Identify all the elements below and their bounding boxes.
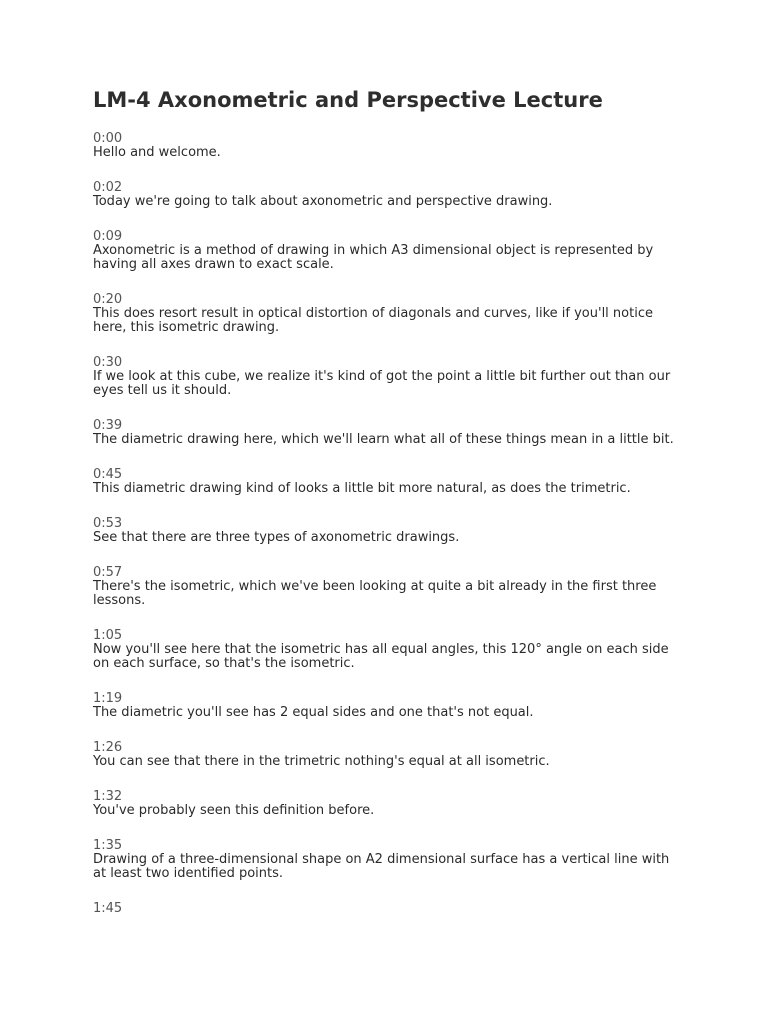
transcript-entry <box>93 629 683 671</box>
timestamp: 1:35 <box>93 838 123 853</box>
transcript-entries <box>93 132 683 916</box>
transcript-text: Now you'll see here that the isometric has all equal angles, this 120° angle on each side on each surface, so that's the isometric. <box>93 642 669 671</box>
transcript-entry <box>93 419 683 447</box>
transcript-text: See that there are three types of axonometric drawings. <box>93 530 460 545</box>
transcript-text: You can see that there in the trimetric nothing's equal at all isometric. <box>93 754 550 769</box>
document-title: LM-4 Axonometric and Perspective Lecture <box>93 88 603 112</box>
transcript-text: If we look at this cube, we realize it's kind of got the point a little bit further out than our eyes tell us it should. <box>93 369 671 398</box>
transcript-text: Drawing of a three-dimensional shape on A2 dimensional surface has a vertical line with at least two identified points. <box>93 852 670 881</box>
transcript-entry <box>93 902 683 916</box>
timestamp: 0:53 <box>93 516 123 531</box>
timestamp: 0:00 <box>93 131 123 146</box>
transcript-text: You've probably seen this definition before. <box>93 803 375 818</box>
transcript-entry <box>93 132 683 160</box>
timestamp: 0:20 <box>93 292 123 307</box>
timestamp: 0:39 <box>93 418 123 433</box>
timestamp: 1:19 <box>93 691 123 706</box>
transcript-entry <box>93 790 683 818</box>
timestamp: 1:32 <box>93 789 123 804</box>
transcript-entry <box>93 517 683 545</box>
timestamp: 0:30 <box>93 355 123 370</box>
timestamp: 0:02 <box>93 180 123 195</box>
timestamp: 1:26 <box>93 740 123 755</box>
transcript-text: The diametric drawing here, which we'll learn what all of these things mean in a little bit. <box>93 432 674 447</box>
transcript-text: The diametric you'll see has 2 equal sides and one that's not equal. <box>93 705 534 720</box>
transcript-text: Axonometric is a method of drawing in which A3 dimensional object is represented by having all axes drawn to exact scale. <box>93 243 654 272</box>
transcript-text: There's the isometric, which we've been looking at quite a bit already in the first three lessons. <box>93 579 657 608</box>
transcript-text: Hello and welcome. <box>93 145 221 160</box>
transcript-entry <box>93 839 683 881</box>
transcript-entry <box>93 293 683 335</box>
transcript-entry <box>93 356 683 398</box>
transcript-entry <box>93 741 683 769</box>
transcript-entry <box>93 692 683 720</box>
transcript-entry <box>93 181 683 209</box>
transcript-text: This diametric drawing kind of looks a little bit more natural, as does the trimetric. <box>93 481 631 496</box>
transcript-entry <box>93 468 683 496</box>
transcript-page <box>93 86 683 937</box>
timestamp: 1:05 <box>93 628 123 643</box>
transcript-text: This does resort result in optical distortion of diagonals and curves, like if you'll notice here, this isometric drawing. <box>93 306 653 335</box>
timestamp: 0:57 <box>93 565 123 580</box>
timestamp: 0:45 <box>93 467 123 482</box>
transcript-entry <box>93 566 683 608</box>
transcript-entry <box>93 230 683 272</box>
transcript-text: Today we're going to talk about axonometric and perspective drawing. <box>93 194 553 209</box>
timestamp: 0:09 <box>93 229 123 244</box>
timestamp: 1:45 <box>93 901 123 916</box>
